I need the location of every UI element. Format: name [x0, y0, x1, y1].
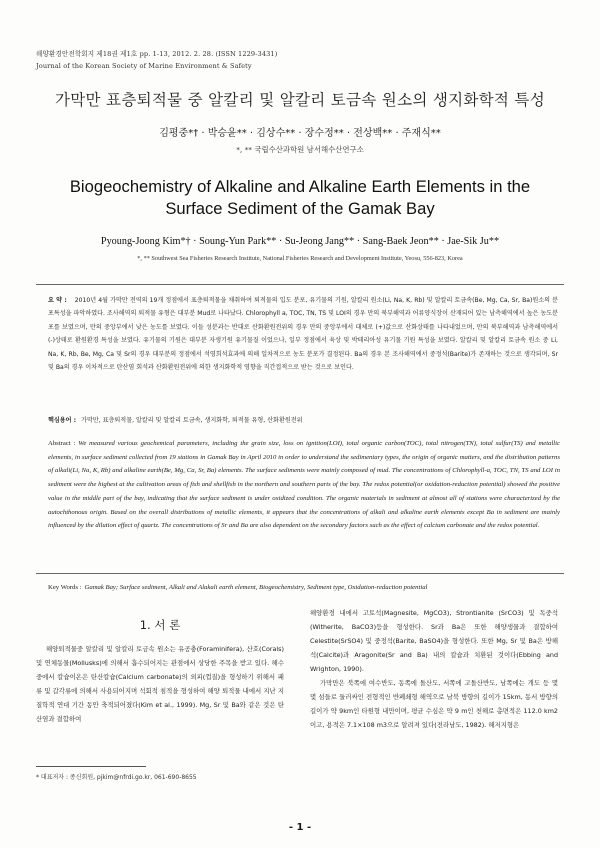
journal-name-en: Journal of the Korean Society of Marine Environment & Safety	[36, 62, 252, 70]
body-column-right	[310, 606, 558, 732]
footnote: * 대표저자 : 종신회원, pjkim@nfrdi.go.kr, 061-690-8655	[36, 774, 197, 781]
keywords-ko-text: 가막만, 표층퇴적물, 알칼리 및 알칼리 토금속, 생지화학, 퇴적물 유형, 산화환원전위	[81, 417, 303, 424]
body-paragraph: 가막만은 북쪽에 여수반도, 동쪽에 돌산도, 서쪽에 고돌산반도, 남쪽에는 개도 등 몇 몇 섬들로 둘러싸인 전형적인 반폐쇄형 해역으로 남북 방향의 길이가 15km, 동서 방향의 길이가 약 9km인 타원형 내만이며, 평균 수심은 약 9 m인 천해로 총면적은 112.0 km2이고, 용적은 7.1×108 m3으로 알려져 있다(전라남도, 1982). 해저지형은	[310, 679, 558, 729]
affiliation-en: *, ** Southwest Sea Fisheries Research Institute, National Fisheries Research and Development Institute, Yeosu, 556-823, Korea	[137, 255, 463, 262]
keywords-en-text: Gamak Bay; Surface sediment, Alkali and Alakali earth element, Biogeochemistry, Sediment type, Oxidation-reduction potential	[84, 584, 428, 591]
paper-title-ko: 가막만 표층퇴적물 중 알칼리 및 알칼리 토금속 원소의 생지화학적 특성	[55, 91, 545, 109]
keywords-ko-label: 핵심용어 :	[48, 417, 77, 424]
abstract-ko-label: 요 약 :	[48, 297, 67, 304]
body-paragraph: 해양퇴적물중 알칼리 및 알칼리 토금속 원소는 유공충(Foraminifera), 산호(Corals) 및 연체동물(Mollusks)에 의해서 흡수되어지는 관점에서 상당한 주목을 받고 있다. 해수 중에서 칼슘이온은 탄산칼슘(Calcium carbonate)의 외피(껍질)을 형성하기 위해서 패류 및 갑각류에 의해서 사용되어지며 석회적 침적을 형성하여 해양 퇴적물 내에서 지난 지질학적 연대 기간 동안 축적되어졌다(Kim et al., 1999). Mg, Sr 및 Ba와 같은 것은 탄산염과 결합하여	[36, 645, 284, 723]
page-number: - 1 -	[288, 822, 312, 833]
abstract-ko-text: 2010년 4월 가막만 전역의 19개 정점에서 표층퇴적물을 채취하여 퇴적물의 입도 분포, 유기물의 기원, 알칼리 원소(Li, Na, K, Rb) 및 알칼리 토금속(Be, Mg, Ca, Sr, Ba)원소의 분포특성을 파악하였다. 조사해역의 퇴적물 유형은 대부분 Mud로 나타났다. Chlorophyll a, TOC, TN, TS 및 LOI의 경우 만의 북부해역과 어류양식장이 산재되어 있는 남측해역에서 높은 농도분포를 보였으며, 만의 중앙부에서 낮은 농도를 보였다. 이들 성분과는 반대로 산화환원전위의 경우 만의 중앙부에서 대체로 (+)값으로 산화상태를 나타내었으며, 만의 북부해역과 남측해역에서 (-)상태로 환원환경 특성을 보였다. 유기물의 기원은 대부분 자생기원 유기물질 이었으나, 일부 정점에서 육상 및 박테리아성 유기물 기원 특성을 보였다. 알칼리 및 알칼리 토금속 원소 중 Li, Na, K, Rb, Be, Mg, Ca 및 Sr의 경우 대부분의 정점에서 석영희석효과에 의해 일차적으로 농도 분포가 결정된다. Ba의 경우 본 조사해역에서 중정석(Barite)가 존재하는 것으로 생각되며, Sr 및 Ba의 경우 이차적으로 탄산염 회석과 산화환원전위에 의한 생지화학적 영향을 직간접적으로 받는 것으로 보인다.	[48, 297, 559, 372]
keywords-ko	[48, 415, 558, 424]
journal-citation: 해양환경안전학회지 제18권 제1호 pp. 1-13, 2012. 2. 28. (ISSN 1229-3431)	[36, 50, 278, 58]
authors-en: Pyoung-Joong Kim*† · Soung-Yun Park** · Su-Jeong Jang** · Sang-Baek Jeon** · Jae-Sik Ju**	[100, 236, 500, 247]
abstract-ko	[48, 294, 558, 374]
divider	[36, 573, 564, 574]
affiliation-ko: *, ** 국립수산과학원 남서해수산연구소	[236, 145, 364, 154]
body-column-left	[36, 618, 284, 726]
keywords-en	[48, 584, 560, 591]
paper-title-en: Biogeochemistry of Alkaline and Alkaline Earth Elements in the Surface Sediment of the Gamak Bay	[69, 177, 531, 218]
abstract-en-text: We measured various geochemical parameters, including the grain size, loss on ignition(LOI), total organic carbon(TOC), total nitrogen(TN), total sulfur(TS) and metallic elements, in surface sediment collected from 19 stations in Gamak Bay in April 2010 in order to understand the sedimentary types, the origin of organic matters, and the distribution patterns of alkali(Li, Na, K, Rb) and alkaline earth(Be, Mg, Ca, Sr, Ba) elements. The surface sediments were mainly composed of mud. The concentrations of Chlorophyll-a, TOC, TN, TS and LOI in sediment were the highest at the cultivation areas of fish and shellfish in the northern and southern parts of the bay. The redox potential(or oxidation-reduction potential) showed the positive value in the middle part of the bay, indicating that the surface sediment is under oxidized condition. The organic materials in sediment at almost all of stations were characterized by the autochthonous origin. Based on the overall distributions of metallic elements, it appears that the concentrations of alkali and alkaline earth elements except Ba in sediment are mainly influenced by the dilution effect of quartz. The concentrations of Sr and Ba are also dependent on the secondary factors such as the effect of calcium carbonate and the redox potential.	[48, 440, 560, 530]
body-paragraph: 해양환경 내에서 고토석(Magnesite, MgCO3), Strontianite (SrCO3) 및 독중석(Witherite, BaCO3)등을 형성한다. Sr과 Ba은 또한 해양생물과 결합하여 Celestite(SrSO4) 및 중정석(Barite, BaSO4)을 형성한다. 또한 Mg, Sr 및 Ba은 방해석(Calcite)과 Aragonite(Sr and Ba) 내의 칼슘과 치환된 것이다(Ebbing and Wrighton, 1990).	[310, 609, 558, 673]
abstract-en	[48, 437, 560, 533]
keywords-en-label: Key Words :	[48, 584, 82, 591]
divider	[36, 284, 564, 285]
authors-ko: 김평중*† · 박승윤** · 김상수** · 장수정** · 전상백** · 주재식**	[159, 128, 441, 139]
footnote-rule	[36, 766, 146, 767]
abstract-en-label: Abstract :	[48, 440, 76, 447]
section-heading: 1. 서 론	[139, 618, 181, 632]
